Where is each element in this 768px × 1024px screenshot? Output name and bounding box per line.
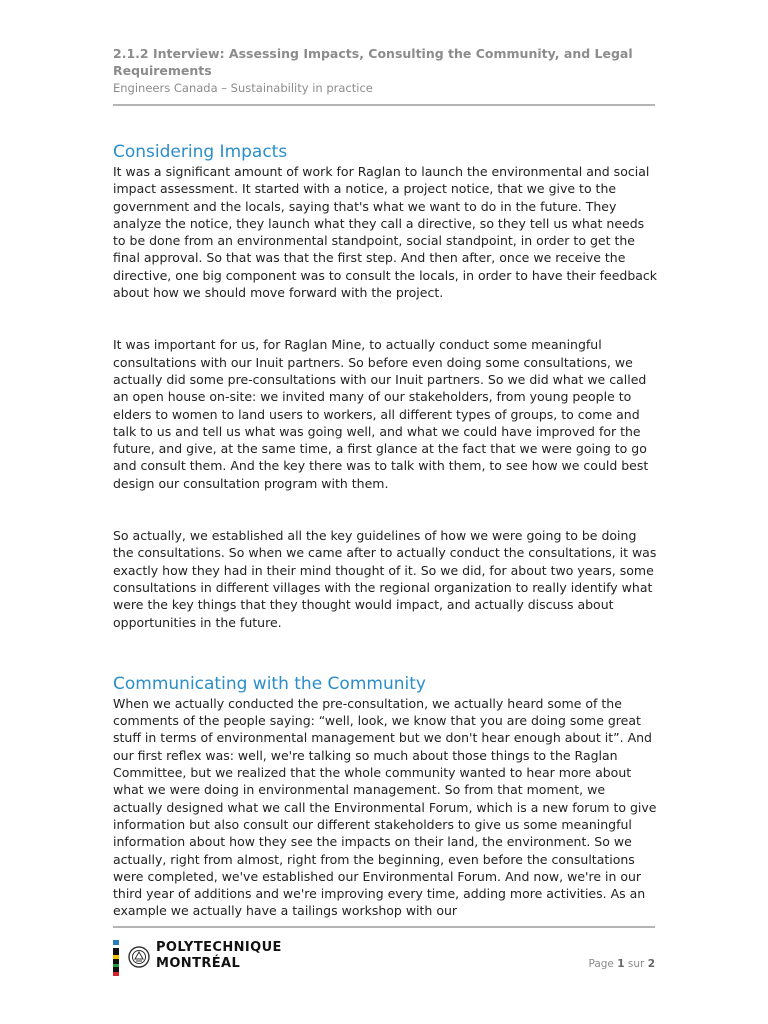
document-header	[113, 45, 655, 96]
page-total: 2	[647, 958, 655, 970]
document-subtitle: Engineers Canada – Sustainability in practice	[113, 81, 373, 95]
document-title: 2.1.2 Interview: Assessing Impacts, Consulting the Community, and Legal Requirements	[113, 46, 633, 78]
page-current: 1	[617, 958, 625, 970]
page-separator: sur	[627, 958, 645, 970]
footer-divider	[113, 926, 655, 928]
seal-icon	[128, 946, 150, 968]
document-body	[113, 141, 658, 920]
logo-line-2: MONTRÉAL	[156, 956, 241, 971]
paragraph: When we actually conducted the pre-consultation, we actually heard some of the comments of the people saying: “well, look, we know that you are doing some great stuff in terms of environmental management but we don't hear enough about it”. And our first reflex was: well, we're talking so much about those things to the Raglan Committee, but we realized that the whole community wanted to hear more about what we were doing in environmental management. So from that moment, we actually designed what we call the Environmental Forum, which is a new forum to give information but also consult our different stakeholders to give us some meaningful information about how they see the impacts on their land, the environment. So we actually, right from almost, right from the beginning, even before the consultations were completed, we've established our Environmental Forum. And now, we're in our third year of additions and we're improving every time, adding more activities. As an example we actually have a tailings workshop with our	[113, 695, 657, 919]
paragraph: So actually, we established all the key guidelines of how we were going to be doing the consultations. So when we came after to actually conduct the consultations, it was exactly how they had in their mind thought of it. So we did, for about two years, some consultations in different villages with the regional organization to really identify what were the key things that they thought would impact, and actually discuss about opportunities in the future.	[113, 528, 657, 630]
logo-line-1: POLYTECHNIQUE	[156, 940, 282, 955]
header-divider	[113, 104, 655, 106]
section-heading-communicating: Communicating with the Community	[113, 673, 426, 694]
paragraph: It was important for us, for Raglan Mine, to actually conduct some meaningful consultations with our Inuit partners. So before even doing some consultations, we actually did some pre-consultations with our Inuit partners. So we did what we called an open house on-site: we invited many of our stakeholders, from young people to elders to women to land users to workers, all different types of groups, to come and talk to us and tell us what was going well, and what we could have improved for the future, and give, at the same time, a first glance at the fact that we were going to go and consult them. And the key there was to talk with them, to see how we could best design our consultation program with them.	[113, 337, 649, 491]
section-heading-considering-impacts: Considering Impacts	[113, 142, 288, 162]
polytechnique-logo	[113, 940, 283, 976]
paragraph: It was a significant amount of work for Raglan to launch the environmental and social impact assessment. It started with a notice, a project notice, that we give to the government and the locals, saying that's what we want to do in the future. They analyze the notice, they launch what they call a directive, so they tell us what needs to be done from an environmental standpoint, social standpoint, in order to get the final approval. So that was that the first step. And then after, once we receive the directive, one big component was to consult the locals, in order to have their feedback about how we should move forward with the project.	[113, 164, 658, 301]
page-number	[588, 958, 655, 970]
page-prefix: Page	[588, 958, 614, 970]
logo-color-bar	[113, 940, 119, 976]
logo-wordmark	[156, 940, 282, 972]
